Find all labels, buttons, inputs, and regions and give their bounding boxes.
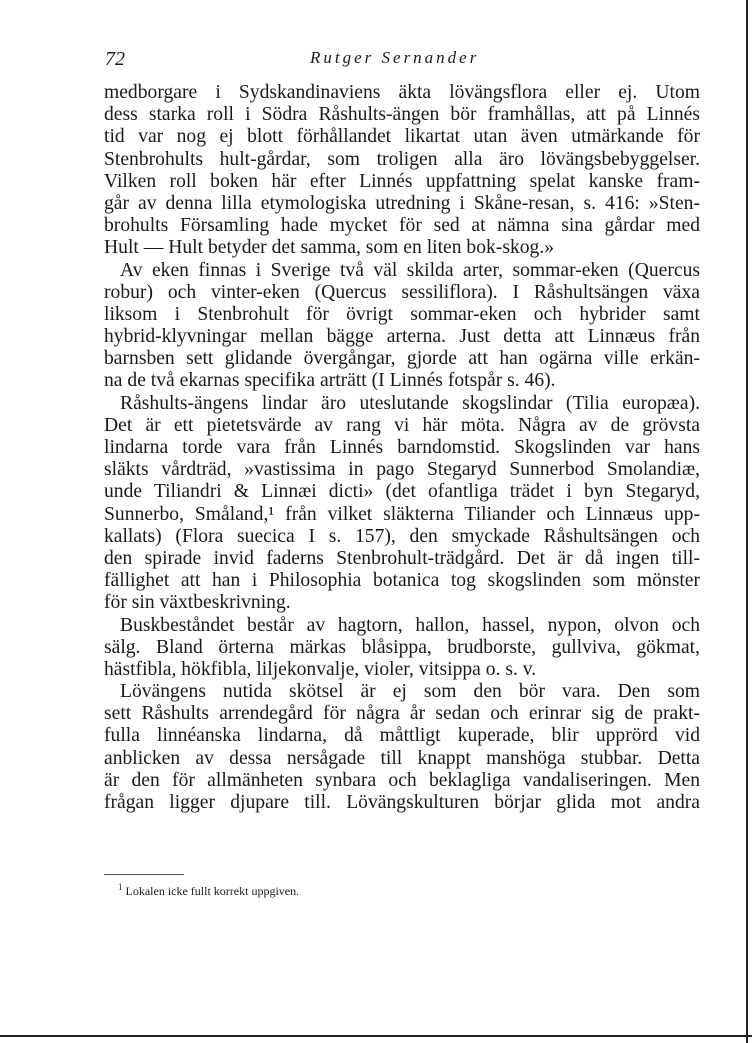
text-line: liksom i Stenbrohult för övrigt sommar-eken och hybrider samt (104, 303, 700, 325)
text-line: medborgare i Sydskandinaviens äkta lövängsflora eller ej. Utom (104, 82, 700, 103)
text-line: fulla linnéanska lindarna, då måttligt kuperade, blir upprörd vid (104, 725, 700, 747)
text-line: lindarna torde vara från Linnés barndomstid. Skogslinden var hans (104, 437, 700, 458)
footnote-rule (104, 874, 184, 875)
text-line: Råshults-ängens lindar äro uteslutande skogslindar (Tilia europæa). (120, 392, 700, 414)
text-line: barnsben sett glidande övergångar, gjorde att han ogärna ville erkän- (104, 348, 700, 370)
text-line: Hult — Hult betyder det samma, som en liten bok-skog.» (104, 237, 555, 259)
page-edge-right (746, 0, 748, 1043)
text-line: tid var nog ej blott förhållandet likartat utan även utmärkande för (104, 126, 700, 148)
text-line: dess starka roll i Södra Råshults-ängen bör framhållas, att på Linnés (104, 104, 700, 126)
footnote-text: Lokalen icke fullt korrekt uppgiven. (125, 884, 300, 898)
text-line: Sunnerbo, Småland,¹ från vilket släkterna Tiliander och Linnæus upp- (104, 503, 700, 525)
text-line: frågan ligger djupare till. Lövängskulturen börjar glida mot andra (104, 792, 700, 813)
text-line: Vilken roll boken här efter Linnés uppfattning spelat kanske fram- (104, 170, 700, 192)
text-line: för sin växtbeskrivning. (104, 592, 291, 614)
text-line: Stenbrohults hult-gårdar, som troligen alla äro lövängsbebyggelser. (104, 148, 700, 170)
text-line: hästfibla, hökfibla, liljekonvalje, violer, vitsippa o. s. v. (104, 658, 537, 680)
text-line: sett Råshults arrendegård för några år sedan och erinrar sig de prakt- (104, 703, 700, 725)
text-line: sälg. Bland örterna märkas blåsippa, brudborste, gullviva, gökmat, (104, 636, 700, 658)
text-line: är den för allmänheten synbara och beklagliga vandaliseringen. Men (104, 769, 700, 791)
page-number: 72 (105, 48, 125, 70)
text-line: den spirade invid faderns Stenbrohult-trädgård. Det är då ingen till- (104, 547, 700, 569)
footnote (118, 880, 299, 898)
page-edge-bottom (0, 1035, 752, 1037)
text-line: fällighet att han i Philosophia botanica tog skogslinden som mönster (104, 570, 700, 592)
running-head: Rutger Sernander (310, 48, 480, 67)
text-line: Det är ett pietetsvärde av rang vi här möta. Några av de grövsta (104, 414, 700, 436)
text-line: Lövängens nutida skötsel är ej som den bör vara. Den som (120, 681, 700, 703)
body-text (104, 82, 700, 814)
text-line: unde Tiliandri & Linnæi dicti» (det ofantliga trädet i byn Stegaryd, (104, 481, 700, 503)
text-line: hybrid-klyvningar mellan bägge arterna. Just detta att Linnæus från (104, 326, 700, 348)
footnote-marker: 1 (118, 882, 123, 892)
text-line: kallats) (Flora suecica I s. 157), den smyckade Råshultsängen och (104, 525, 700, 547)
text-line: går av denna lilla etymologiska utredning i Skåne-resan, s. 416: »Sten- (104, 192, 700, 214)
text-line: Av eken finnas i Sverige två väl skilda arter, sommar-eken (Quercus (120, 259, 700, 281)
text-line: anblicken av dessa nersågade till knappt manshöga stubbar. Detta (104, 747, 700, 769)
text-line: Buskbeståndet består av hagtorn, hallon, hassel, nypon, olvon och (120, 614, 700, 636)
text-line: robur) och vinter-eken (Quercus sessiliflora). I Råshultsängen växa (104, 281, 700, 303)
text-line: brohults Församling hade mycket för sed at nämna sina gårdar med (104, 215, 700, 237)
text-line: na de två ekarnas specifika arträtt (I Linnés fotspår s. 46). (104, 370, 556, 392)
text-line: släkts vårdträd, »vastissima in pago Stegaryd Sunnerbod Smolandiæ, (104, 459, 700, 481)
